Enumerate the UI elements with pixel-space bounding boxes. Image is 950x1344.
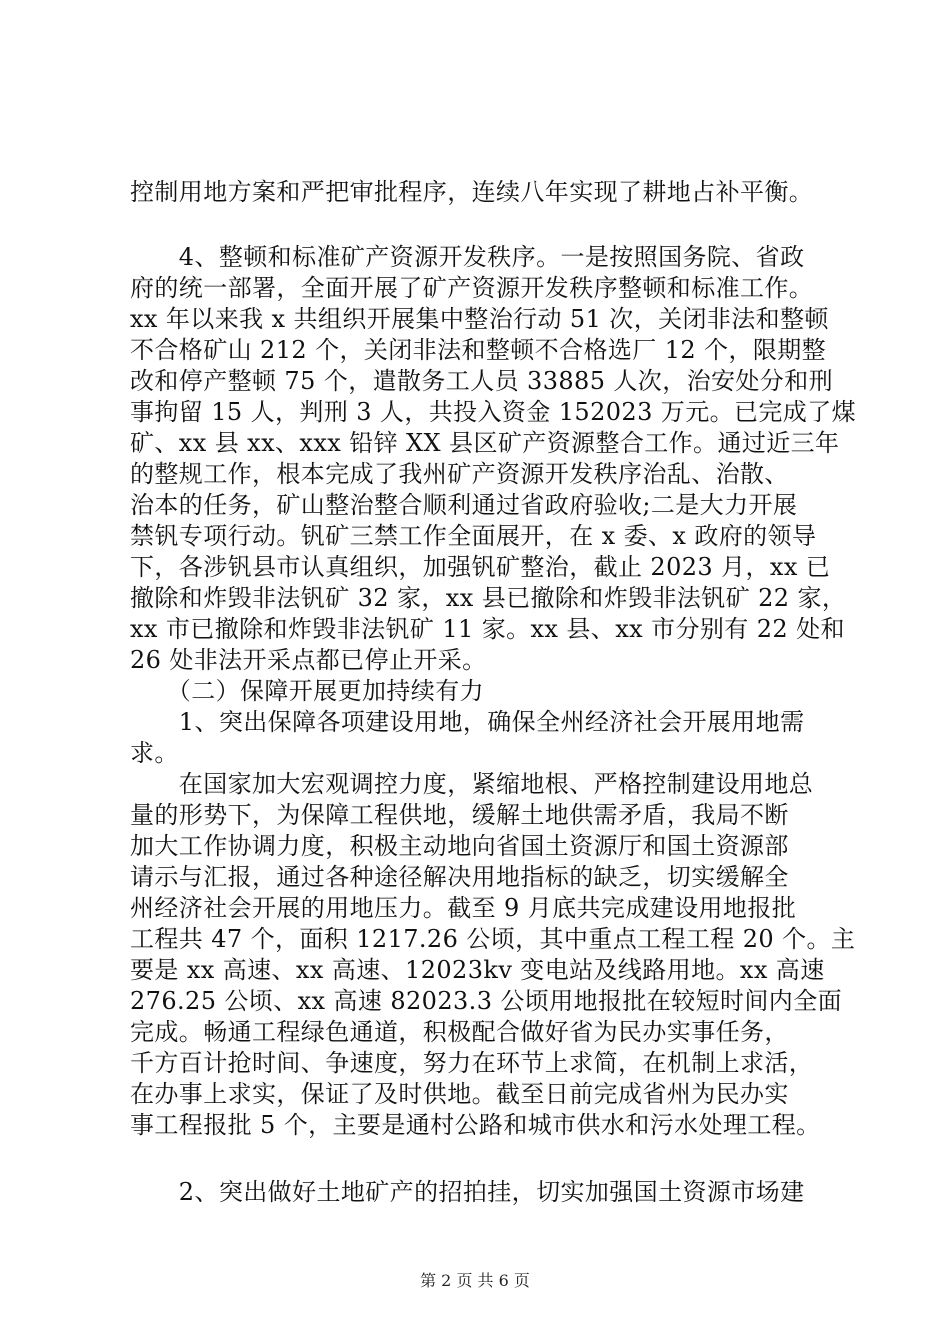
text-line: 的整规工作，根本完成了我州矿产资源开发秩序治乱、治散、 (130, 460, 789, 488)
text-line: 量的形势下，为保障工程供地，缓解土地供需矛盾，我局不断 (130, 801, 789, 829)
text-line: 控制用地方案和严把审批程序，连续八年实现了耕地占补平衡。 (130, 178, 814, 206)
text-line: 矿、xx 县 xx、xxx 铅锌 XX 县区矿产资源整合工作。通过近三年 (130, 429, 840, 457)
text-line: 不合格矿山 212 个，关闭非法和整顿不合格选厂 12 个，限期整 (130, 336, 827, 364)
text-line: 改和停产整顿 75 个，遣散务工人员 33885 人次，治安处分和刑 (130, 367, 834, 395)
text-line: 4、整顿和标准矿产资源开发秩序。一是按照国务院、省政 (130, 243, 805, 271)
text-line: 工程共 47 个，面积 1217.26 公顷，其中重点工程工程 20 个。主 (130, 925, 856, 953)
text-line: 26 处非法开采点都已停止开采。 (130, 646, 487, 674)
text-line: 禁钒专项行动。钒矿三禁工作全面展开，在 x 委、x 政府的领导 (130, 522, 817, 550)
section-heading: （二）保障开展更加持续有力 (130, 677, 484, 705)
text-line: 求。 (130, 739, 179, 767)
text-line: 州经济社会开展的用地压力。截至 9 月底共完成建设用地报批 (130, 894, 797, 922)
text-line: 在办事上求实，保证了及时供地。截至日前完成省州为民办实 (130, 1080, 789, 1108)
text-line: xx 年以来我 x 共组织开展集中整治行动 51 次，关闭非法和整顿 (130, 305, 829, 333)
text-line: 请示与汇报，通过各种途径解决用地指标的缺乏，切实缓解全 (130, 863, 789, 891)
text-line: 加大工作协调力度，积极主动地向省国土资源厅和国土资源部 (130, 832, 789, 860)
text-line: 事工程报批 5 个，主要是通村公路和城市供水和污水处理工程。 (130, 1111, 821, 1139)
text-line: 276.25 公顷、xx 高速 82023.3 公顷用地报批在较短时间内全面 (130, 987, 843, 1015)
text-line: 下，各涉钒县市认真组织，加强钒矿整治，截止 2023 月，xx 已 (130, 553, 831, 581)
page-footer: 第 2 页 共 6 页 (420, 1271, 530, 1290)
text-line: 千方百计抢时间、争速度，努力在环节上求简，在机制上求活， (130, 1049, 814, 1077)
text-line: 撤除和炸毁非法钒矿 32 家，xx 县已撤除和炸毁非法钒矿 22 家， (130, 584, 847, 612)
text-line: 事拘留 15 人，判刑 3 人，共投入资金 152023 万元。已完成了煤 (130, 398, 856, 426)
text-line: xx 市已撤除和炸毁非法钒矿 11 家。xx 县、xx 市分别有 22 处和 (130, 615, 845, 643)
text-line: 在国家加大宏观调控力度，紧缩地根、严格控制建设用地总 (130, 770, 814, 798)
text-line: 治本的任务，矿山整治整合顺利通过省政府验收;二是大力开展 (130, 491, 798, 519)
text-line: 要是 xx 高速、xx 高速、12023kv 变电站及线路用地。xx 高速 (130, 956, 825, 984)
text-line: 完成。畅通工程绿色通道，积极配合做好省为民办实事任务， (130, 1018, 789, 1046)
text-line: 府的统一部署，全面开展了矿产资源开发秩序整顿和标准工作。 (130, 274, 814, 302)
text-line: 2、突出做好土地矿产的招拍挂，切实加强国土资源市场建 (130, 1178, 805, 1206)
text-line: 1、突出保障各项建设用地，确保全州经济社会开展用地需 (130, 708, 805, 736)
